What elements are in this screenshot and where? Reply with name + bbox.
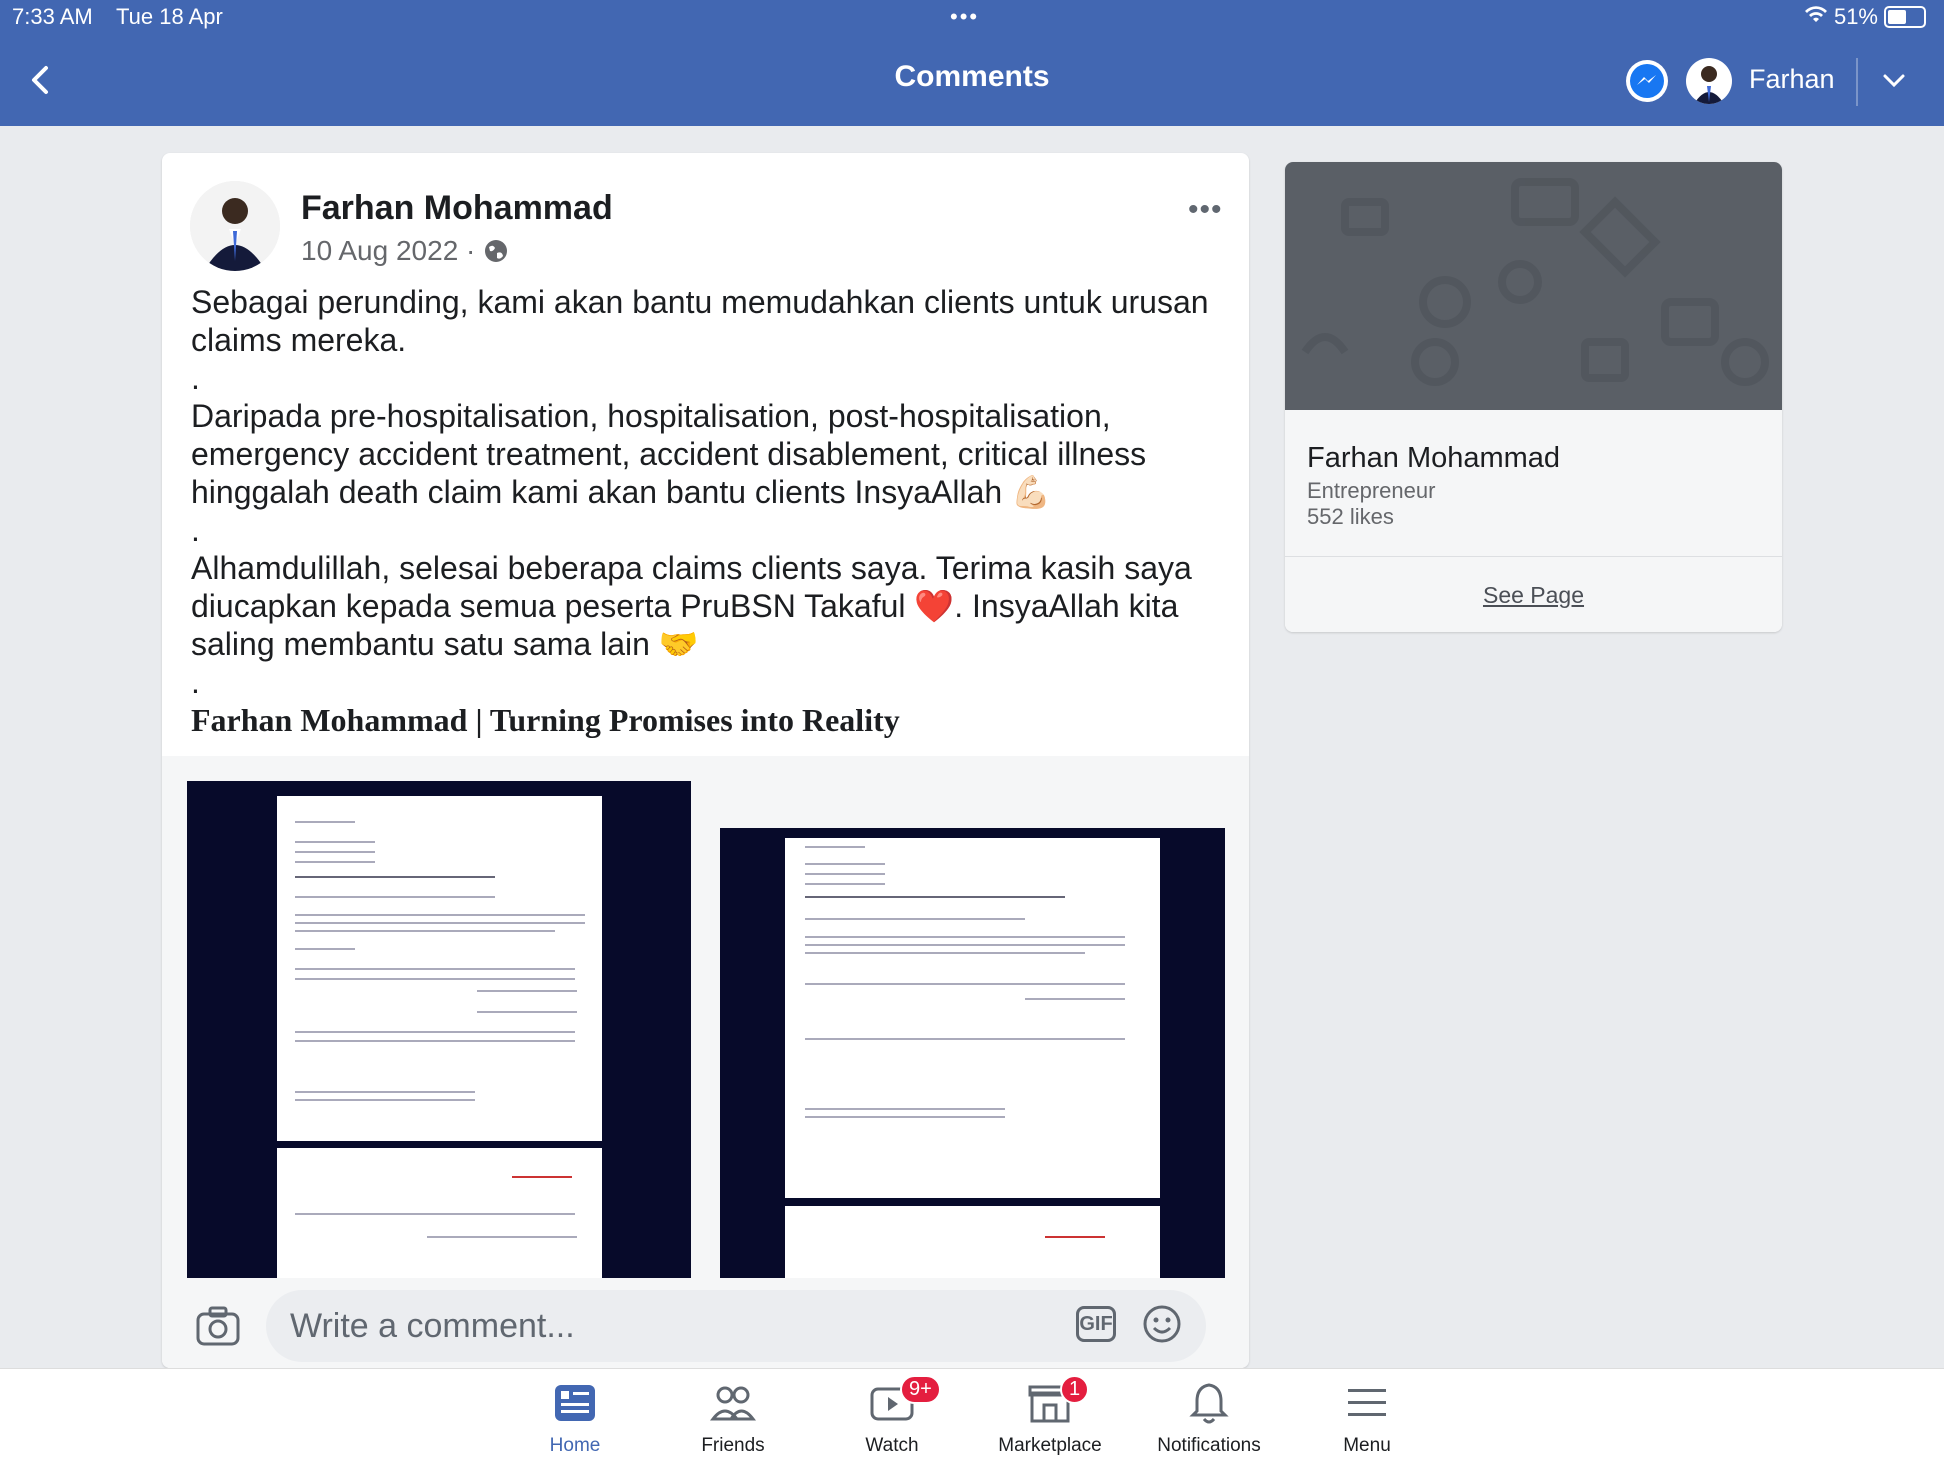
- watch-badge: 9+: [900, 1375, 941, 1404]
- battery-icon: [1884, 6, 1926, 28]
- tab-watch[interactable]: [822, 1379, 962, 1457]
- gif-icon[interactable]: GIF: [1076, 1306, 1116, 1342]
- messenger-icon[interactable]: [1626, 60, 1668, 102]
- page-name[interactable]: Farhan Mohammad: [1307, 442, 1561, 474]
- post-timestamp: [301, 235, 509, 267]
- post-signature: Farhan Mohammad | Turning Promises into Reality: [191, 702, 900, 738]
- tab-friends[interactable]: [663, 1379, 803, 1457]
- see-page-link[interactable]: See Page: [1482, 582, 1585, 608]
- multitasking-dots-icon[interactable]: •••: [950, 4, 980, 29]
- profile-name[interactable]: Farhan: [1749, 64, 1835, 94]
- document-page: [785, 838, 1160, 1198]
- watch-icon: [822, 1379, 962, 1427]
- status-date: Tue 18 Apr: [116, 4, 223, 29]
- marketplace-badge: 1: [1060, 1375, 1089, 1404]
- top-navigation-bar: [0, 0, 1944, 126]
- author-name[interactable]: Farhan Mohammad: [301, 189, 613, 227]
- page-category: Entrepreneur: [1307, 478, 1436, 503]
- globe-icon: [483, 238, 509, 264]
- wifi-icon: [1804, 4, 1828, 30]
- document-page: [277, 1148, 602, 1278]
- tab-menu[interactable]: [1297, 1379, 1437, 1457]
- chevron-down-icon[interactable]: [1880, 66, 1908, 96]
- bell-icon: [1139, 1379, 1279, 1427]
- more-options-icon[interactable]: •••: [1188, 193, 1223, 226]
- post-paragraph: Sebagai perunding, kami akan bantu memudahkan clients untuk urusan claims mereka.: [191, 284, 1209, 358]
- claim-letter-photo[interactable]: [187, 781, 691, 1278]
- post-date: 10 Aug 2022 ·: [301, 235, 476, 266]
- document-page: [785, 1206, 1160, 1278]
- comment-input[interactable]: Write a comment...: [266, 1290, 1206, 1362]
- tab-notifications[interactable]: [1139, 1379, 1279, 1457]
- tab-label: Notifications: [1157, 1435, 1261, 1456]
- comment-composer: [162, 1278, 1249, 1368]
- tab-home[interactable]: [505, 1379, 645, 1457]
- bottom-tab-bar: [0, 1368, 1944, 1459]
- post-paragraph: .: [191, 360, 200, 396]
- status-time: 7:33 AM: [12, 4, 93, 29]
- page-likes-count: 552 likes: [1307, 504, 1394, 529]
- divider: [1856, 58, 1858, 106]
- post-paragraph: .: [191, 664, 200, 700]
- document-page: [277, 796, 602, 1141]
- battery-status: [1804, 4, 1926, 30]
- emoji-icon[interactable]: [1142, 1304, 1182, 1344]
- page-title: Comments: [894, 60, 1050, 93]
- photo-gallery: [162, 756, 1249, 1278]
- tab-label: Watch: [865, 1435, 919, 1456]
- hamburger-menu-icon: [1297, 1379, 1437, 1427]
- tab-label: Friends: [701, 1435, 765, 1456]
- post-text: [191, 283, 1231, 739]
- post-card: [162, 153, 1249, 1368]
- post-paragraph: .: [191, 512, 200, 548]
- marketplace-icon: [980, 1379, 1120, 1427]
- tab-label: Menu: [1343, 1435, 1391, 1456]
- post-paragraph: Alhamdulillah, selesai beberapa claims clients saya. Terima kasih saya diucapkan kepada semua peserta PruBSN Takaful ❤️. InsyaAllah kita saling membantu satu sama lain 🤝: [191, 550, 1192, 662]
- profile-avatar[interactable]: [1686, 58, 1732, 104]
- home-feed-icon: [505, 1379, 645, 1427]
- page-cover-image: [1285, 162, 1782, 410]
- battery-percent: 51%: [1833, 4, 1878, 29]
- divider: [1285, 556, 1782, 557]
- friends-icon: [663, 1379, 803, 1427]
- tab-marketplace[interactable]: [980, 1379, 1120, 1457]
- post-paragraph: Daripada pre-hospitalisation, hospitalisation, post-hospitalisation, emergency accident treatment, accident disablement, critical illness hinggalah death claim kami akan bantu clients InsyaAllah 💪🏻: [191, 398, 1147, 510]
- tab-label: Home: [549, 1435, 601, 1456]
- author-avatar[interactable]: [190, 181, 280, 271]
- camera-icon[interactable]: [196, 1306, 240, 1346]
- page-card: [1285, 162, 1782, 632]
- tab-label: Marketplace: [998, 1435, 1102, 1456]
- claim-letter-photo[interactable]: [720, 828, 1225, 1278]
